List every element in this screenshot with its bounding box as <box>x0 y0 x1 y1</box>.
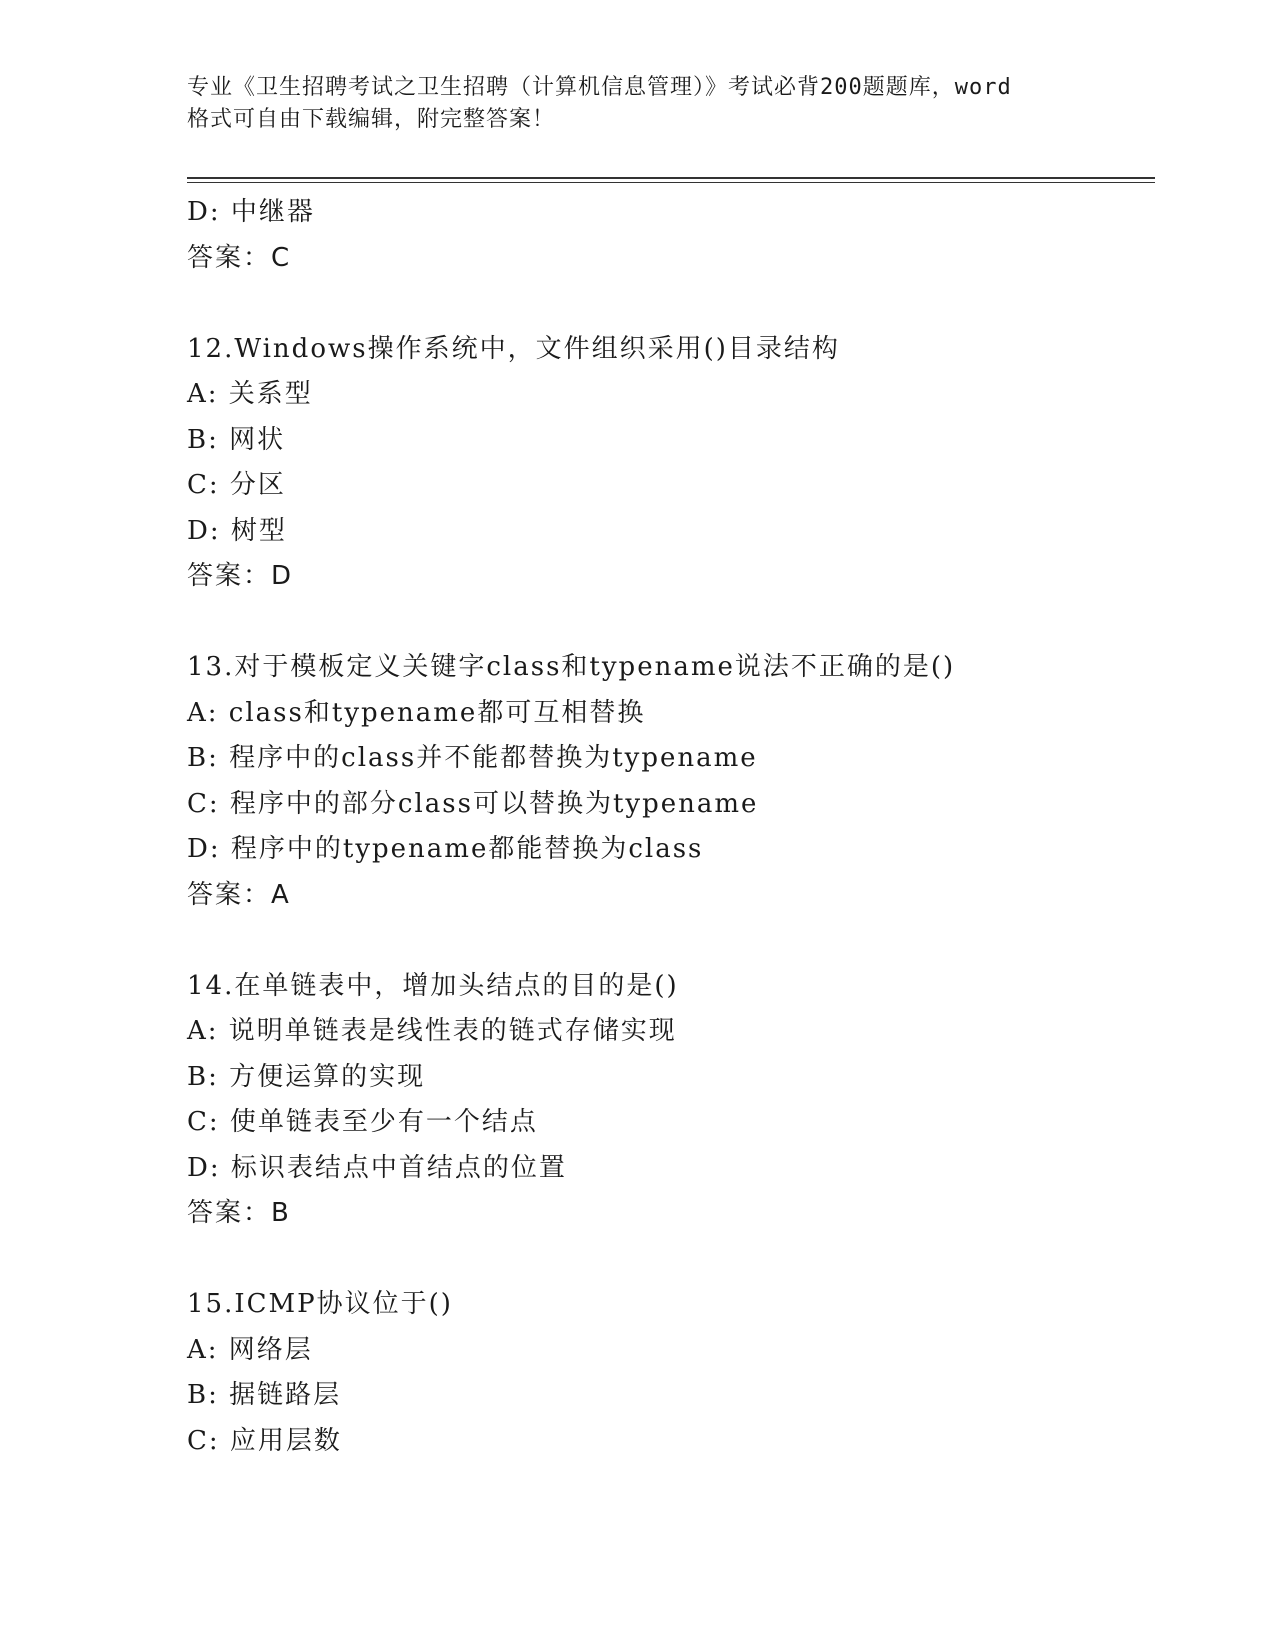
option-b: B: 方便运算的实现 <box>187 1061 426 1092</box>
question-text: 12.Windows操作系统中，文件组织采用()目录结构 <box>187 333 840 364</box>
option-d: D: 树型 <box>187 515 287 546</box>
block-spacer <box>187 281 1155 327</box>
answer-line: 答案：A <box>187 879 291 910</box>
header-line-1: 专业《卫生招聘考试之卫生招聘（计算机信息管理）》考试必背200题题库，word <box>187 75 1012 100</box>
document-header <box>187 72 1087 136</box>
question-text: 15.ICMP协议位于() <box>187 1289 453 1319</box>
option-c: C: 程序中的部分class可以替换为typename <box>187 788 759 819</box>
option-a: A: 说明单链表是线性表的链式存储实现 <box>187 1016 677 1046</box>
question-list <box>187 190 1155 1464</box>
option-d: D: 标识表结点中首结点的位置 <box>187 1152 567 1183</box>
option-a: A: 网络层 <box>187 1334 313 1365</box>
option-b: B: 据链路层 <box>187 1380 342 1410</box>
answer-line: 答案：B <box>187 1198 291 1228</box>
question-block-13 <box>187 645 1155 918</box>
question-block-14 <box>187 964 1155 1237</box>
option-c: C: 应用层数 <box>187 1425 342 1456</box>
option-a: A: 关系型 <box>187 379 313 409</box>
option-a: A: class和typename都可互相替换 <box>187 697 646 728</box>
option-d: D: 程序中的typename都能替换为class <box>187 834 704 864</box>
question-block-12 <box>187 327 1155 600</box>
question-block-15 <box>187 1282 1155 1464</box>
block-spacer <box>187 600 1155 646</box>
option-c: C: 分区 <box>187 470 286 500</box>
question-text: 14.在单链表中，增加头结点的目的是() <box>187 970 679 1001</box>
question-text: 13.对于模板定义关键字class和typename说法不正确的是() <box>187 652 956 682</box>
header-divider <box>187 177 1155 183</box>
question-block-11 <box>187 190 1155 281</box>
block-spacer <box>187 918 1155 964</box>
option-b: B: 网状 <box>187 424 286 455</box>
answer-line: 答案：D <box>187 561 294 591</box>
block-spacer <box>187 1237 1155 1283</box>
answer-line: 答案：C <box>187 242 292 273</box>
option-b: B: 程序中的class并不能都替换为typename <box>187 743 758 773</box>
header-line-2: 格式可自由下载编辑，附完整答案！ <box>187 107 556 132</box>
option-d: D: 中继器 <box>187 197 315 227</box>
option-c: C: 使单链表至少有一个结点 <box>187 1107 538 1137</box>
